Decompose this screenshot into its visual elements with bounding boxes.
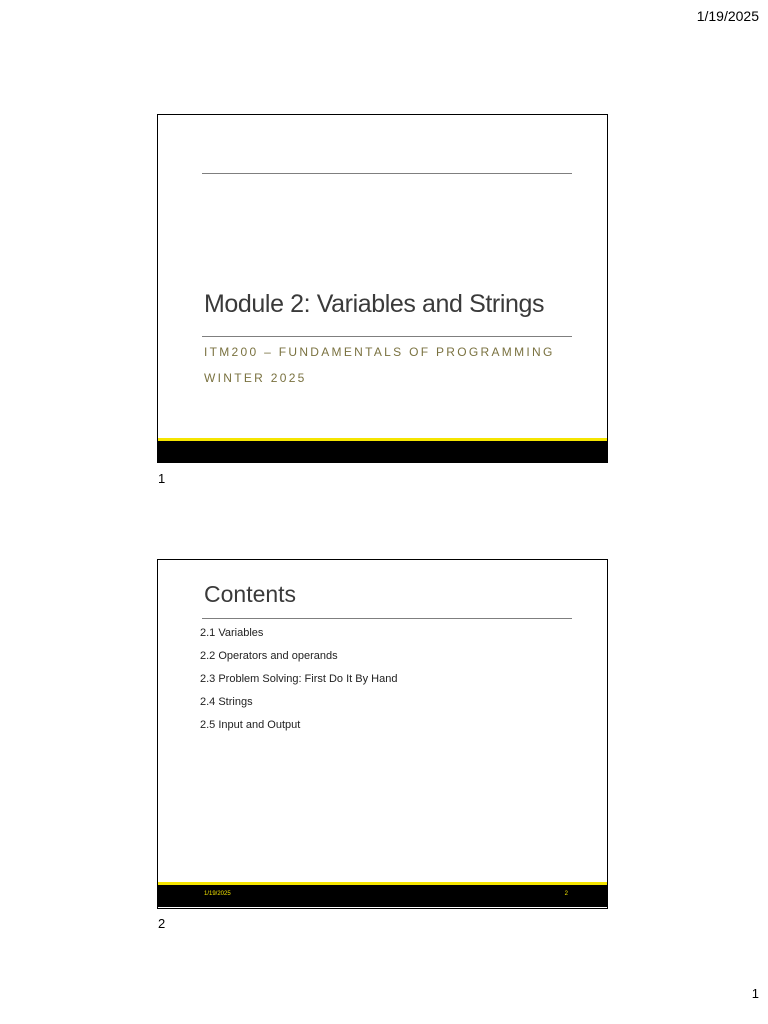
slide-contents (157, 559, 608, 909)
slide-footer-number: 2 (564, 891, 568, 897)
list-item: 2.1 Variables (200, 627, 264, 639)
divider-under-title (202, 618, 572, 619)
slide-title-heading: Module 2: Variables and Strings (204, 290, 545, 318)
slide-number-label: 2 (158, 916, 166, 931)
list-item: 2.5 Input and Output (200, 719, 301, 731)
divider-top (202, 173, 572, 174)
course-subtitle: ITM200 – FUNDAMENTALS OF PROGRAMMING (204, 345, 555, 359)
list-item: 2.3 Problem Solving: First Do It By Hand (200, 673, 398, 685)
page-header-date: 1/19/2025 (696, 8, 759, 24)
divider-under-title (202, 336, 572, 337)
slide-number-label: 1 (158, 471, 166, 486)
list-item: 2.2 Operators and operands (200, 650, 338, 662)
term-subtitle: WINTER 2025 (204, 371, 307, 385)
contents-heading: Contents (204, 581, 297, 607)
page-number: 1 (751, 986, 759, 1001)
slide-footer-date: 1/19/2025 (204, 891, 231, 897)
contents-list (200, 626, 397, 741)
list-item: 2.4 Strings (200, 696, 253, 708)
slide-title (157, 114, 608, 463)
footer-bar (158, 441, 607, 462)
